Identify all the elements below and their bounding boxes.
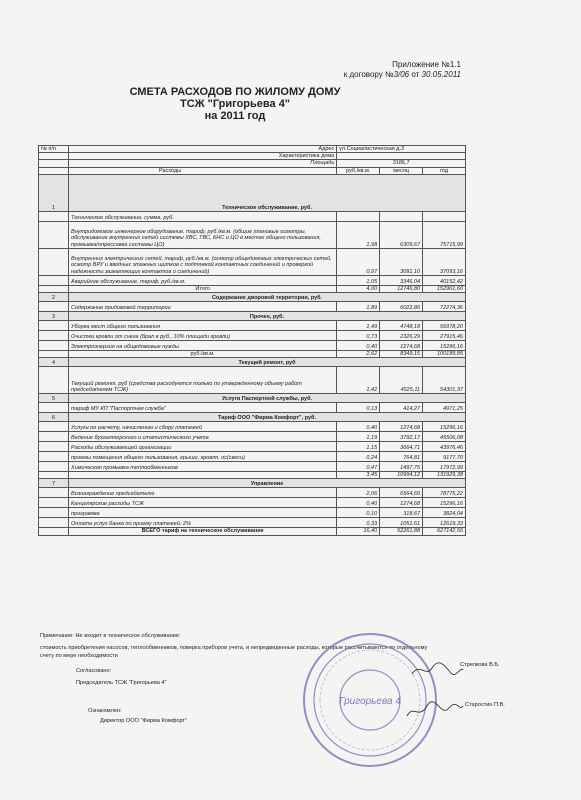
tariff-per-sqm bbox=[337, 211, 380, 221]
contract-date: 30.05.2011 bbox=[421, 70, 461, 79]
row-number bbox=[39, 341, 69, 351]
contract-prefix: к договору № bbox=[343, 70, 394, 79]
yearly-amount: 40152,42 bbox=[423, 275, 466, 285]
row-number bbox=[39, 248, 69, 275]
yearly-amount: 75715,99 bbox=[423, 221, 466, 248]
monthly-amount: 4525,11 bbox=[380, 367, 423, 394]
tariff-per-sqm: 1,42 bbox=[337, 367, 380, 394]
monthly-amount: 1051,61 bbox=[380, 518, 423, 528]
monthly-amount: 2326,29 bbox=[380, 331, 423, 341]
table-row bbox=[39, 341, 466, 351]
yearly-amount: 3824,04 bbox=[423, 508, 466, 518]
estimate-body bbox=[39, 174, 466, 535]
director-name: Старостин П.В. bbox=[465, 702, 505, 708]
table-row bbox=[39, 248, 466, 275]
yearly-amount: 12619,33 bbox=[423, 518, 466, 528]
unit-month: месяц bbox=[380, 167, 423, 174]
acquainted-label: Ознакомлен: bbox=[88, 708, 122, 714]
row-number bbox=[39, 422, 69, 432]
tariff-per-sqm: 0,10 bbox=[337, 508, 380, 518]
table-row bbox=[39, 367, 466, 394]
table-row bbox=[39, 321, 466, 331]
row-label bbox=[69, 472, 337, 479]
tariff-per-sqm: 2,06 bbox=[337, 488, 380, 498]
row-number bbox=[39, 211, 69, 221]
monthly-amount: 52261,88 bbox=[380, 528, 423, 535]
tariff-per-sqm: 0,73 bbox=[337, 331, 380, 341]
monthly-amount: 1274,68 bbox=[380, 498, 423, 508]
row-number bbox=[39, 472, 69, 479]
section-row bbox=[39, 312, 466, 321]
table-row bbox=[39, 221, 466, 248]
appendix-line2 bbox=[344, 70, 461, 80]
table-row bbox=[39, 452, 466, 462]
address-label: Адрес bbox=[69, 146, 337, 153]
row-label: Очистка кровли от снега (брал в руб., 10% площади кровли) bbox=[69, 331, 337, 341]
monthly-amount: 6022,86 bbox=[380, 302, 423, 312]
row-number: 4 bbox=[39, 358, 69, 367]
monthly-amount: 6564,60 bbox=[380, 488, 423, 498]
row-number: 7 bbox=[39, 479, 69, 488]
table-row bbox=[39, 351, 466, 358]
stamp-text: Григорьева 4 bbox=[339, 696, 401, 707]
row-number bbox=[39, 488, 69, 498]
row-label: Текущий ремонт, руб (средства расходуются только по утвержденному объему работ председателем ТСЖ) bbox=[69, 367, 337, 394]
row-label: Внутренних электрических сетей, тариф, руб./кв.м. (осмотр общедомовых электрических сетей, осмотр ВРУ и вводных этажных щитков с подтяжкой контактных соединений и проверкой надежности заземляющих контактов и соединений) bbox=[69, 248, 337, 275]
note-line1: Примечание: Не входит в техническое обслуживание: bbox=[40, 633, 181, 639]
yearly-amount bbox=[423, 211, 466, 221]
header-row-address bbox=[39, 146, 466, 153]
row-label: руб./кв.м. bbox=[69, 351, 337, 358]
row-label: Электроэнергия на общедомовые нужды bbox=[69, 341, 337, 351]
tariff-per-sqm: 0,97 bbox=[337, 248, 380, 275]
section-title: Управление bbox=[69, 479, 466, 488]
tariff-per-sqm: 16,40 bbox=[337, 528, 380, 535]
section-title: Прочее, руб. bbox=[69, 312, 466, 321]
section-title: Техническое обслуживание, руб. bbox=[69, 174, 466, 211]
row-label: Оплата услуг банка по приему платежей, 2% bbox=[69, 518, 337, 528]
yearly-amount: 54301,37 bbox=[423, 367, 466, 394]
row-number bbox=[39, 508, 69, 518]
section-row bbox=[39, 358, 466, 367]
monthly-amount: 1274,68 bbox=[380, 422, 423, 432]
yearly-amount: 37093,16 bbox=[423, 248, 466, 275]
yearly-amount: 17972,99 bbox=[423, 462, 466, 472]
row-label: Содержание придомовой территории bbox=[69, 302, 337, 312]
table-row bbox=[39, 331, 466, 341]
tariff-per-sqm: 0,47 bbox=[337, 462, 380, 472]
table-row bbox=[39, 488, 466, 498]
yearly-amount: 78775,22 bbox=[423, 488, 466, 498]
tariff-per-sqm: 1,05 bbox=[337, 275, 380, 285]
section-title: Услуги Паспортной службы, руб. bbox=[69, 394, 466, 403]
tariff-per-sqm: 1,15 bbox=[337, 442, 380, 452]
address-value: ул.Социалистическая д.3 bbox=[337, 146, 466, 153]
agreed-label: Согласовано: bbox=[76, 668, 112, 674]
tariff-per-sqm: 0,13 bbox=[337, 403, 380, 413]
yearly-amount: 15296,16 bbox=[423, 498, 466, 508]
chair-name: Стрелкова В.Б. bbox=[460, 662, 500, 668]
tariff-per-sqm: 0,40 bbox=[337, 498, 380, 508]
contract-number: 3/06 bbox=[393, 70, 410, 79]
yearly-amount: 15296,16 bbox=[423, 341, 466, 351]
tariff-per-sqm: 2,62 bbox=[337, 351, 380, 358]
table-row bbox=[39, 442, 466, 452]
monthly-amount: 764,81 bbox=[380, 452, 423, 462]
monthly-amount: 6309,67 bbox=[380, 221, 423, 248]
section-row bbox=[39, 479, 466, 488]
section-row bbox=[39, 413, 466, 422]
col-no-header: № п/п bbox=[39, 146, 69, 153]
row-number bbox=[39, 528, 69, 535]
monthly-amount: 8349,15 bbox=[380, 351, 423, 358]
row-number bbox=[39, 367, 69, 394]
monthly-amount: 3792,17 bbox=[380, 432, 423, 442]
row-number bbox=[39, 432, 69, 442]
director-label: Директор ООО "Фирма Комфорт" bbox=[100, 718, 187, 724]
table-row bbox=[39, 472, 466, 479]
table-row bbox=[39, 462, 466, 472]
section-row bbox=[39, 394, 466, 403]
monthly-amount: 3091,10 bbox=[380, 248, 423, 275]
table-row bbox=[39, 285, 466, 292]
row-number bbox=[39, 221, 69, 248]
row-number bbox=[39, 403, 69, 413]
row-number bbox=[39, 462, 69, 472]
row-label: Внутридомовое инженерное оборудование, тариф, руб./кв.м. (общие плановые осмотры, обслуживание внутренних сетей системы ХВС, ГВС, КНС и ЦО в местах общего пользования, промывка/опрессовка системы ЦО) bbox=[69, 221, 337, 248]
yearly-amount: 152961,60 bbox=[423, 285, 466, 292]
row-number bbox=[39, 518, 69, 528]
chair-signature bbox=[410, 660, 465, 680]
section-row bbox=[39, 174, 466, 211]
yearly-amount: 9177,70 bbox=[423, 452, 466, 462]
estimate-table bbox=[38, 145, 466, 536]
row-label: Ведение бухгалтерского и статистического учета bbox=[69, 432, 337, 442]
section-title: Текущий ремонт, руб bbox=[69, 358, 466, 367]
yearly-amount: 131929,38 bbox=[423, 472, 466, 479]
monthly-amount: 318,67 bbox=[380, 508, 423, 518]
area-label: Площадь bbox=[69, 160, 337, 167]
director-signature bbox=[405, 700, 465, 722]
row-label: ВСЕГО тариф на техническое обслуживание bbox=[69, 528, 337, 535]
yearly-amount: 27915,46 bbox=[423, 331, 466, 341]
monthly-amount: 1497,75 bbox=[380, 462, 423, 472]
note-line2: стоимость приобретения насосов, теплообменников, поверка приборов учета, и непредвиденные расходы, которые рассчитываются по отдельному bbox=[40, 645, 428, 651]
tariff-per-sqm: 3,45 bbox=[337, 472, 380, 479]
header-row-units bbox=[39, 167, 466, 174]
row-number: 3 bbox=[39, 312, 69, 321]
row-label: тариф МУ КП "Паспортная служба" bbox=[69, 403, 337, 413]
section-row bbox=[39, 293, 466, 302]
row-number bbox=[39, 331, 69, 341]
tariff-per-sqm: 1,49 bbox=[337, 321, 380, 331]
row-number bbox=[39, 285, 69, 292]
yearly-amount: 56978,20 bbox=[423, 321, 466, 331]
monthly-amount: 1274,68 bbox=[380, 341, 423, 351]
row-number: 1 bbox=[39, 174, 69, 211]
section-title: Тариф ООО "Фирма Комфорт", руб. bbox=[69, 413, 466, 422]
expenses-label: Расходы bbox=[69, 167, 337, 174]
monthly-amount: 3346,04 bbox=[380, 275, 423, 285]
title-line1: СМЕТА РАСХОДОВ ПО ЖИЛОМУ ДОМУ bbox=[129, 86, 341, 98]
table-row bbox=[39, 302, 466, 312]
header-row-area bbox=[39, 160, 466, 167]
table-row bbox=[39, 275, 466, 285]
row-label: Канцелярские расходы ТСЖ bbox=[69, 498, 337, 508]
monthly-amount: 12746,80 bbox=[380, 285, 423, 292]
row-label: Химическая промывка теплообменников bbox=[69, 462, 337, 472]
tariff-per-sqm: 0,33 bbox=[337, 518, 380, 528]
unit-year: год bbox=[423, 167, 466, 174]
row-label: Услуги по расчету, начислению и сбору платежей bbox=[69, 422, 337, 432]
tariff-per-sqm: 1,19 bbox=[337, 432, 380, 442]
yearly-amount: 627142,56 bbox=[423, 528, 466, 535]
yearly-amount: 4971,25 bbox=[423, 403, 466, 413]
table-row bbox=[39, 422, 466, 432]
title-line3: на 2011 год bbox=[204, 110, 266, 122]
characteristics-label: Характеристика дома bbox=[69, 153, 337, 160]
document-title bbox=[0, 86, 470, 122]
header-row-char bbox=[39, 153, 466, 160]
tariff-per-sqm: 1,98 bbox=[337, 221, 380, 248]
table-row bbox=[39, 508, 466, 518]
row-label: программа bbox=[69, 508, 337, 518]
title-line2: ТСЖ "Григорьева 4" bbox=[179, 98, 291, 110]
row-label: Уборка мест общего пользования bbox=[69, 321, 337, 331]
row-number bbox=[39, 452, 69, 462]
appendix-line1: Приложение №1.1 bbox=[392, 60, 461, 69]
monthly-amount bbox=[380, 211, 423, 221]
section-title: Содержание дворовой территории, руб. bbox=[69, 293, 466, 302]
appendix-header bbox=[344, 60, 461, 80]
row-label: Итого bbox=[69, 285, 337, 292]
row-number: 2 bbox=[39, 293, 69, 302]
row-label: Техническое обслуживание, сумма, руб. bbox=[69, 211, 337, 221]
yearly-amount: 43976,46 bbox=[423, 442, 466, 452]
row-number: 6 bbox=[39, 413, 69, 422]
tariff-per-sqm: 4,00 bbox=[337, 285, 380, 292]
tariff-per-sqm: 0,24 bbox=[337, 452, 380, 462]
yearly-amount: 72274,36 bbox=[423, 302, 466, 312]
table-row bbox=[39, 528, 466, 535]
table-row bbox=[39, 518, 466, 528]
table-row bbox=[39, 498, 466, 508]
row-label: Аварийное обслуживание, тариф, руб./кв.м. bbox=[69, 275, 337, 285]
yearly-amount: 45506,08 bbox=[423, 432, 466, 442]
yearly-amount: 15296,16 bbox=[423, 422, 466, 432]
unit-per-sqm: руб./кв.м. bbox=[337, 167, 380, 174]
row-number bbox=[39, 275, 69, 285]
note-line3: счету по мере необходимости bbox=[40, 653, 118, 659]
row-number bbox=[39, 442, 69, 452]
row-number bbox=[39, 498, 69, 508]
row-number bbox=[39, 302, 69, 312]
date-prefix: от bbox=[411, 70, 420, 79]
tariff-per-sqm: 0,40 bbox=[337, 341, 380, 351]
monthly-amount: 10994,12 bbox=[380, 472, 423, 479]
row-label: проемы помещения общего пользования, крыши, кровля, ос(свеси) bbox=[69, 452, 337, 462]
table-row bbox=[39, 211, 466, 221]
row-label: Вознаграждение председателю bbox=[69, 488, 337, 498]
monthly-amount: 3664,71 bbox=[380, 442, 423, 452]
row-label: Расходы обслуживающей организации bbox=[69, 442, 337, 452]
row-number bbox=[39, 351, 69, 358]
monthly-amount: 4748,18 bbox=[380, 321, 423, 331]
tariff-per-sqm: 0,40 bbox=[337, 422, 380, 432]
row-number bbox=[39, 321, 69, 331]
table-row bbox=[39, 432, 466, 442]
table-row bbox=[39, 403, 466, 413]
row-number: 5 bbox=[39, 394, 69, 403]
yearly-amount: 100189,85 bbox=[423, 351, 466, 358]
tariff-per-sqm: 1,89 bbox=[337, 302, 380, 312]
area-value: 3186,7 bbox=[337, 160, 466, 167]
monthly-amount: 414,27 bbox=[380, 403, 423, 413]
chair-label: Председатель ТСЖ "Григорьева 4" bbox=[76, 680, 167, 686]
